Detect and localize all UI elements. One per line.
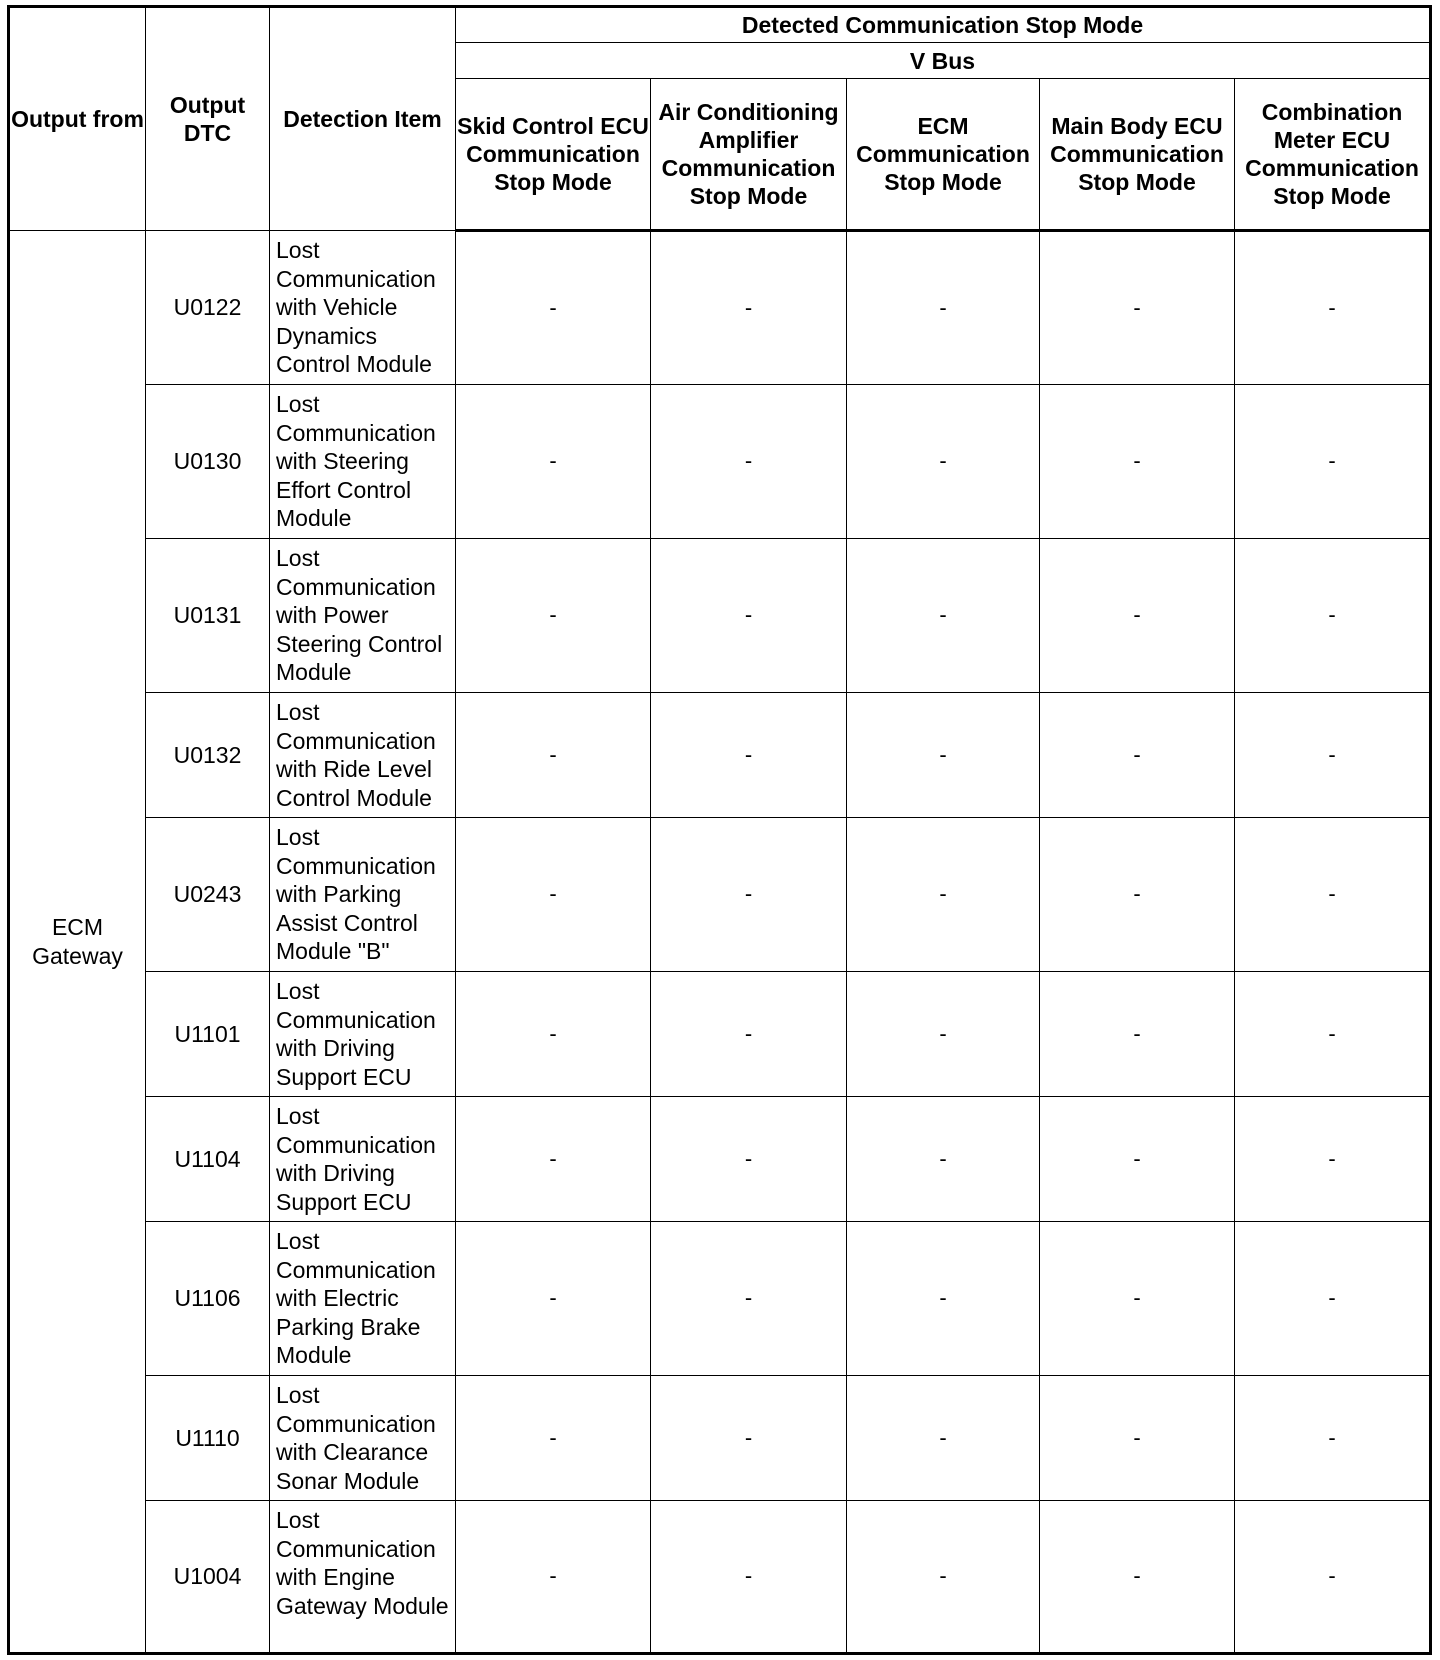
mode-cell-skid-control: - [456,818,651,972]
detection-item-cell: Lost Communication with Ride Level Control Module [270,693,456,818]
detection-item-cell: Lost Communication with Electric Parking Brake Module [270,1222,456,1376]
output-from-cell: ECM Gateway [9,231,146,1654]
mode-cell-main-body: - [1040,1376,1235,1501]
detection-item-cell: Lost Communication with Engine Gateway Module [270,1501,456,1654]
header-output-from: Output from [9,7,146,231]
dtc-code-cell: U1110 [146,1376,270,1501]
dtc-code-cell: U1106 [146,1222,270,1376]
mode-cell-main-body: - [1040,818,1235,972]
table-body [9,231,1431,1654]
detection-item-cell: Lost Communication with Vehicle Dynamics Control Module [270,231,456,385]
table-header [9,7,1431,231]
detection-item-cell: Lost Communication with Driving Support ECU [270,1097,456,1222]
mode-cell-ecm: - [847,539,1040,693]
mode-cell-air-conditioning: - [651,1222,847,1376]
detection-item-cell: Lost Communication with Clearance Sonar Module [270,1376,456,1501]
table-row [9,972,1431,1097]
mode-cell-ecm: - [847,1376,1040,1501]
mode-cell-combination-meter: - [1235,231,1431,385]
mode-cell-skid-control: - [456,1222,651,1376]
mode-cell-combination-meter: - [1235,385,1431,539]
mode-cell-combination-meter: - [1235,1222,1431,1376]
dtc-code-cell: U0243 [146,818,270,972]
detection-item-cell: Lost Communication with Power Steering Control Module [270,539,456,693]
mode-cell-ecm: - [847,972,1040,1097]
dtc-table [7,5,1432,1655]
header-mode-main-body: Main Body ECU Communication Stop Mode [1040,79,1235,231]
table-row [9,1376,1431,1501]
header-detection-item: Detection Item [270,7,456,231]
mode-cell-skid-control: - [456,1097,651,1222]
header-bus: V Bus [456,43,1431,79]
mode-cell-air-conditioning: - [651,539,847,693]
dtc-code-cell: U1101 [146,972,270,1097]
header-mode-ecm: ECM Communication Stop Mode [847,79,1040,231]
header-detected-mode: Detected Communication Stop Mode [456,7,1431,43]
mode-cell-air-conditioning: - [651,385,847,539]
mode-cell-main-body: - [1040,1501,1235,1654]
mode-cell-combination-meter: - [1235,972,1431,1097]
dtc-table-container [7,5,1432,1655]
dtc-code-cell: U0132 [146,693,270,818]
mode-cell-skid-control: - [456,385,651,539]
dtc-code-cell: U0130 [146,385,270,539]
mode-cell-main-body: - [1040,539,1235,693]
mode-cell-air-conditioning: - [651,693,847,818]
table-row [9,385,1431,539]
mode-cell-skid-control: - [456,539,651,693]
table-row [9,1501,1431,1654]
mode-cell-air-conditioning: - [651,1501,847,1654]
mode-cell-main-body: - [1040,1222,1235,1376]
mode-cell-ecm: - [847,818,1040,972]
table-row [9,693,1431,818]
mode-cell-air-conditioning: - [651,231,847,385]
mode-cell-ecm: - [847,1501,1040,1654]
header-mode-combination-meter: Combination Meter ECU Communication Stop Mode [1235,79,1431,231]
header-mode-skid-control: Skid Control ECU Communication Stop Mode [456,79,651,231]
dtc-code-cell: U1104 [146,1097,270,1222]
header-output-dtc: Output DTC [146,7,270,231]
mode-cell-combination-meter: - [1235,818,1431,972]
detection-item-cell: Lost Communication with Driving Support ECU [270,972,456,1097]
dtc-code-cell: U0122 [146,231,270,385]
mode-cell-combination-meter: - [1235,693,1431,818]
mode-cell-ecm: - [847,693,1040,818]
dtc-code-cell: U1004 [146,1501,270,1654]
table-row [9,539,1431,693]
mode-cell-skid-control: - [456,972,651,1097]
detection-item-cell: Lost Communication with Steering Effort Control Module [270,385,456,539]
mode-cell-skid-control: - [456,1501,651,1654]
table-row [9,818,1431,972]
mode-cell-main-body: - [1040,972,1235,1097]
mode-cell-combination-meter: - [1235,1501,1431,1654]
mode-cell-air-conditioning: - [651,1376,847,1501]
mode-cell-air-conditioning: - [651,972,847,1097]
mode-cell-skid-control: - [456,693,651,818]
table-row [9,1222,1431,1376]
mode-cell-air-conditioning: - [651,1097,847,1222]
mode-cell-skid-control: - [456,231,651,385]
dtc-code-cell: U0131 [146,539,270,693]
header-mode-air-conditioning: Air Conditioning Amplifier Communication Stop Mode [651,79,847,231]
mode-cell-main-body: - [1040,1097,1235,1222]
mode-cell-air-conditioning: - [651,818,847,972]
mode-cell-combination-meter: - [1235,1376,1431,1501]
mode-cell-ecm: - [847,1097,1040,1222]
mode-cell-main-body: - [1040,231,1235,385]
mode-cell-main-body: - [1040,385,1235,539]
mode-cell-combination-meter: - [1235,539,1431,693]
mode-cell-ecm: - [847,1222,1040,1376]
mode-cell-ecm: - [847,385,1040,539]
mode-cell-skid-control: - [456,1376,651,1501]
detection-item-cell: Lost Communication with Parking Assist Control Module "B" [270,818,456,972]
table-row [9,231,1431,385]
mode-cell-ecm: - [847,231,1040,385]
mode-cell-combination-meter: - [1235,1097,1431,1222]
mode-cell-main-body: - [1040,693,1235,818]
table-row [9,1097,1431,1222]
